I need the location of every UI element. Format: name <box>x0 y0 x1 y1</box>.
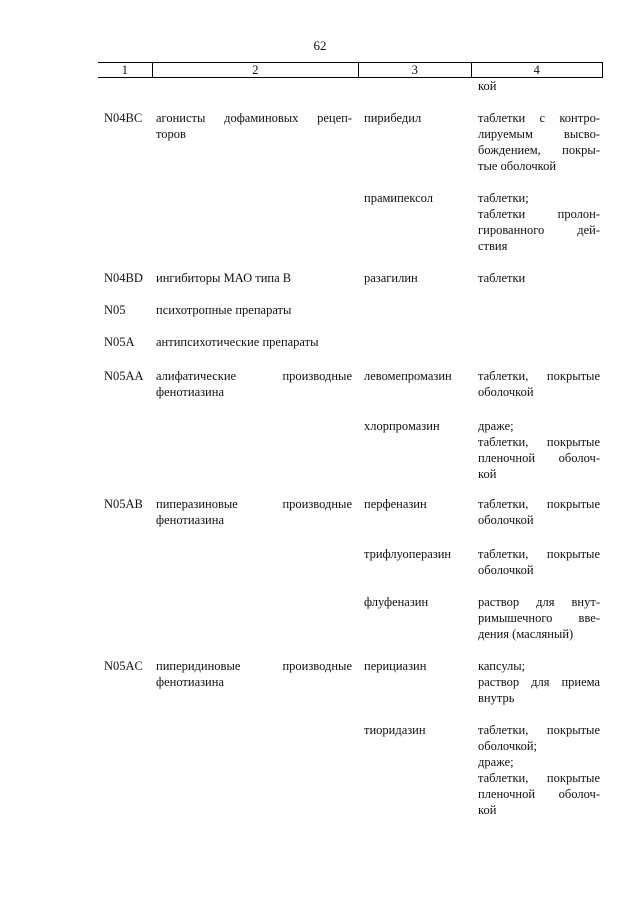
group-name <box>156 368 352 400</box>
dosage-forms-line: таблетки, покрытые <box>478 435 600 449</box>
drug-name: тиоридазин <box>364 723 426 737</box>
dosage-forms-line: тые оболочкой <box>478 159 557 173</box>
dosage-forms-line: таблетки пролон- <box>478 207 600 221</box>
drug-name: перфеназин <box>364 497 427 511</box>
dosage-forms <box>478 110 600 174</box>
group-name-line: психотропные препараты <box>156 303 292 317</box>
drug-name: перициазин <box>364 659 427 673</box>
header-col-4: 4 <box>471 63 603 77</box>
dosage-forms-line: кой <box>478 79 497 93</box>
dosage-forms-line: таблетки, покрытые <box>478 497 600 511</box>
group-name <box>156 110 352 142</box>
group-name-line: агонисты дофаминовых рецеп- <box>156 111 352 125</box>
dosage-forms <box>478 270 600 286</box>
page-number: 62 <box>313 38 327 53</box>
dosage-forms-line: дения (масляный) <box>478 627 574 641</box>
atc-code: N05A <box>104 335 135 349</box>
dosage-forms-line: гированного дей- <box>478 223 600 237</box>
group-name-line: торов <box>156 127 186 141</box>
dosage-forms <box>478 546 600 578</box>
header-col-2: 2 <box>152 63 358 77</box>
dosage-forms <box>478 722 600 818</box>
dosage-forms-line: пленочной оболоч- <box>478 451 600 465</box>
dosage-forms-line: таблетки с контро- <box>478 111 600 125</box>
atc-code: N05AA <box>104 369 144 383</box>
dosage-forms <box>478 190 600 254</box>
atc-code: N05AB <box>104 497 143 511</box>
table-header <box>98 62 603 78</box>
atc-code: N05 <box>104 303 126 317</box>
drug-name: флуфеназин <box>364 595 429 609</box>
atc-code: N04BC <box>104 111 143 125</box>
dosage-forms-line: оболочкой <box>478 513 534 527</box>
atc-code: N04BD <box>104 271 143 285</box>
header-col-3: 3 <box>358 63 471 77</box>
drug-name: хлорпромазин <box>364 419 440 433</box>
dosage-forms-line: драже; <box>478 755 514 769</box>
dosage-forms-line: драже; <box>478 419 514 433</box>
atc-code: N05AC <box>104 659 143 673</box>
dosage-forms-line: пленочной оболоч- <box>478 787 600 801</box>
dosage-forms-line: таблетки, покрытые <box>478 771 600 785</box>
dosage-forms-line: таблетки; <box>478 191 529 205</box>
group-name-line: пиперазиновые производные <box>156 497 352 511</box>
dosage-forms-line: лируемым высво- <box>478 127 600 141</box>
dosage-forms-line: оболочкой; <box>478 739 537 753</box>
dosage-forms-line: кой <box>478 467 497 481</box>
group-name-line: алифатические производные <box>156 369 352 383</box>
dosage-forms-line: таблетки, покрытые <box>478 723 600 737</box>
dosage-forms <box>478 496 600 528</box>
dosage-forms <box>478 78 600 94</box>
drug-name: прамипексол <box>364 191 433 205</box>
drug-name: левомепромазин <box>364 369 452 383</box>
group-name-line: ингибиторы МАО типа B <box>156 271 292 285</box>
dosage-forms <box>478 594 600 642</box>
group-name <box>156 302 352 318</box>
group-name <box>156 270 352 286</box>
dosage-forms-line: таблетки, покрытые <box>478 547 600 561</box>
dosage-forms-line: капсулы; <box>478 659 526 673</box>
dosage-forms-line: раствор для приема <box>478 675 600 689</box>
header-col-1: 1 <box>121 63 129 77</box>
dosage-forms-line: раствор для внут- <box>478 595 600 609</box>
dosage-forms-line: таблетки, покрытые <box>478 369 600 383</box>
drug-name: трифлуоперазин <box>364 547 452 561</box>
dosage-forms-line: римышечного вве- <box>478 611 600 625</box>
group-name <box>156 658 352 690</box>
dosage-forms-line: внутрь <box>478 691 515 705</box>
group-name <box>156 496 352 528</box>
group-name-line: фенотиазина <box>156 385 224 399</box>
group-name-line: антипсихотические препараты <box>156 335 319 349</box>
group-name-line: фенотиазина <box>156 675 224 689</box>
dosage-forms-line: бождением, покры- <box>478 143 600 157</box>
dosage-forms-line: оболочкой <box>478 563 534 577</box>
dosage-forms-line: оболочкой <box>478 385 534 399</box>
drug-name: разагилин <box>364 271 418 285</box>
dosage-forms-line: кой <box>478 803 497 817</box>
group-name-line: пиперидиновые производные <box>156 659 352 673</box>
group-name-line: фенотиазина <box>156 513 224 527</box>
drug-name: пирибедил <box>364 111 422 125</box>
dosage-forms <box>478 418 600 482</box>
dosage-forms <box>478 368 600 400</box>
dosage-forms-line: таблетки <box>478 271 526 285</box>
dosage-forms-line: ствия <box>478 239 508 253</box>
group-name <box>156 334 352 350</box>
dosage-forms <box>478 658 600 706</box>
